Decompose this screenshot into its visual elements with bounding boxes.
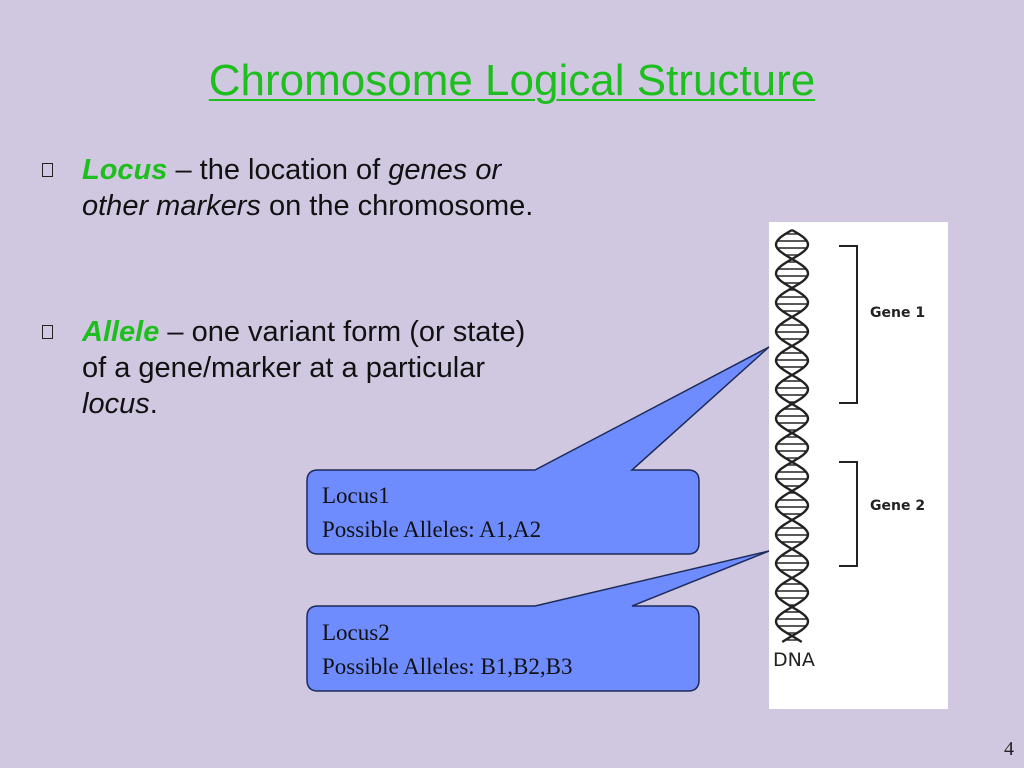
callout-locus2-alleles: Possible Alleles: B1,B2,B3 [322,654,573,679]
bullet-italic-text: locus [82,388,150,420]
page-number: 4 [1004,738,1014,760]
gene2-label: Gene 2 [870,498,926,514]
gene1-label: Gene 1 [870,305,926,321]
callout-locus2 [322,616,572,684]
bullet-text: – one variant form (or state) of a gene/marker at a particular [82,316,526,384]
callout-locus2-title: Locus2 [322,620,390,645]
slide-title: Chromosome Logical Structure [208,56,816,105]
bullet-italic-text: genes or other markers [82,154,502,222]
bullet-text: on the chromosome. [260,190,534,222]
callout-locus1-title: Locus1 [322,483,390,508]
dna-label: DNA [773,649,815,671]
term-locus: Locus [82,154,168,186]
bullet-text: – the location of [167,154,389,186]
bullet-text: . [149,388,158,420]
callout-locus1 [322,479,541,547]
callout-locus1-alleles: Possible Alleles: A1,A2 [322,517,542,542]
term-allele: Allele [82,316,160,348]
